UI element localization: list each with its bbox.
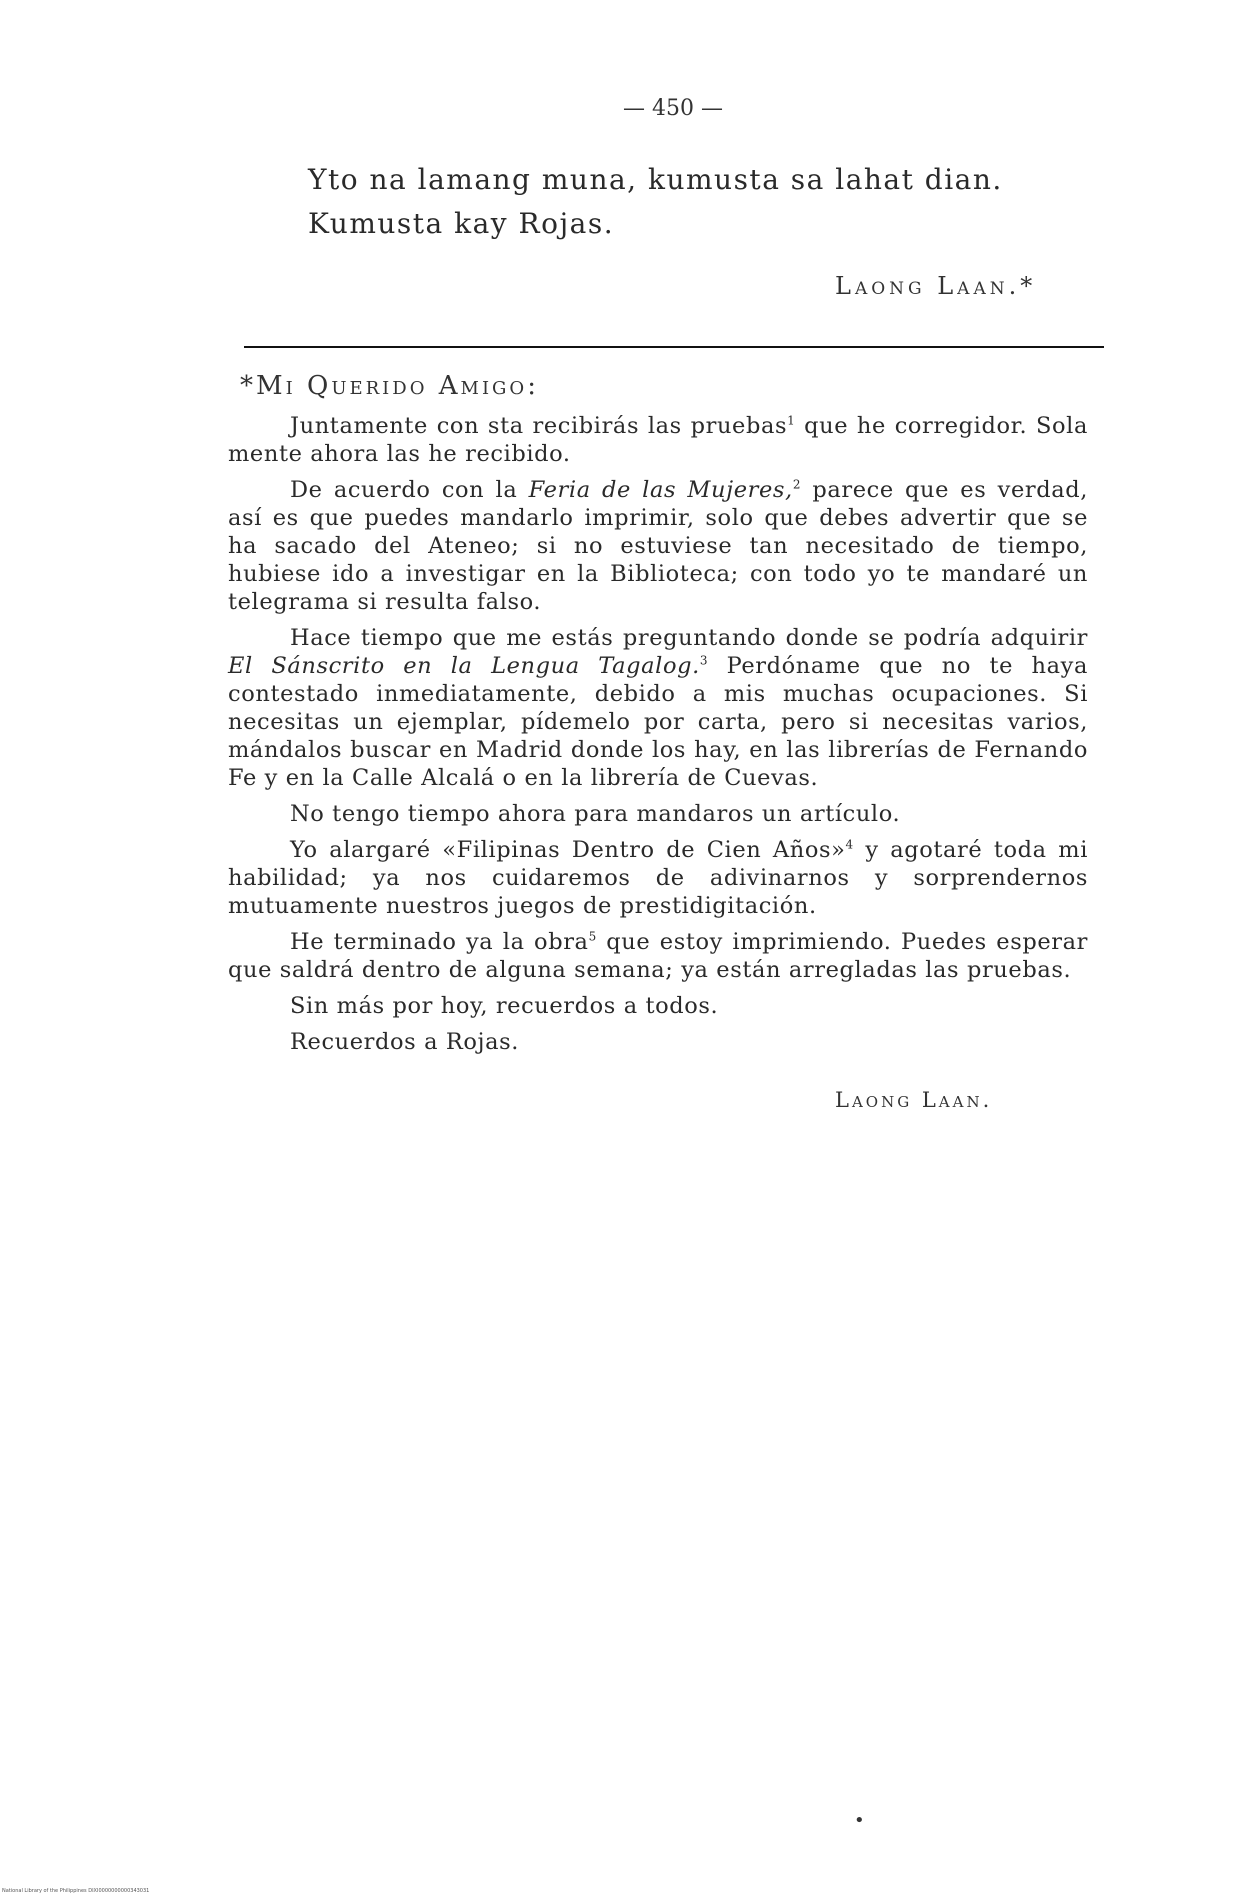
- salutation: *Mi Querido Amigo:: [240, 371, 539, 401]
- paragraph-8: Recuerdos a Rojas.: [290, 1029, 520, 1055]
- footnote-ref: 4: [845, 837, 854, 852]
- paragraph-2: [228, 476, 1088, 616]
- paragraph-5: [228, 836, 1088, 920]
- tagalog-line: Yto na lamang muna, kumusta sa lahat dian.: [308, 163, 1003, 196]
- paragraph-6: [228, 928, 1088, 984]
- footnote-ref: 3: [699, 653, 709, 668]
- footer-mark: •: [854, 1810, 865, 1831]
- footnote-ref: 1: [787, 413, 796, 428]
- paragraph-text: y agotaré toda mi habilidad; ya nos cuidaremos de adivinarnos y sorprendernos mutuamente nuestros juegos de prestidigitación.: [228, 837, 1088, 919]
- paragraph-1: [228, 412, 1088, 468]
- italic-title: El Sánscrito en la Lengua Tagalog.: [228, 653, 700, 679]
- microfilm-label: National Library of the Philippines DIXI0000000000343031: [2, 1888, 150, 1894]
- paragraph-text: Juntamente con sta recibirás las pruebas: [290, 413, 788, 439]
- spanish-letter: [228, 372, 1088, 1064]
- paragraph-text: He terminado ya la obra: [290, 929, 589, 955]
- paragraph-text: que estoy imprimiendo. Puedes esperar que saldrá dentro de alguna semana; ya están arregladas las pruebas.: [228, 929, 1088, 983]
- page-number: — 450 —: [623, 96, 723, 121]
- footnote-ref: 5: [588, 929, 597, 944]
- paragraph-text: Yo alargaré «Filipinas Dentro de Cien Años»: [290, 837, 846, 863]
- paragraph-4: No tengo tiempo ahora para mandaros un artículo.: [290, 801, 901, 827]
- paragraph-7: Sin más por hoy, recuerdos a todos.: [290, 993, 719, 1019]
- paragraph-3: [228, 624, 1088, 792]
- paragraph-text: parece que es verdad, así es que puedes mandarlo imprimir, solo que debes advertir que se ha sacado del Ateneo; si no estuviese tan necesitado de tiempo, hubiese ido a investigar en la Biblioteca; con todo yo te mandaré un telegrama si resulta falso.: [228, 477, 1088, 615]
- paragraph-text: Perdóname que no te haya contestado inmediatamente, debido a mis muchas ocupaciones. Si necesitas un ejemplar, pídemelo por carta, pero si necesitas varios, mándalos buscar en Madrid donde los hay, en las librerías de Fernando Fe y en la Calle Alcalá o en la librería de Cuevas.: [228, 653, 1088, 791]
- signature-bottom: Laong Laan.: [835, 1088, 993, 1112]
- tagalog-line: Kumusta kay Rojas.: [308, 207, 615, 240]
- footnote-ref: 2: [792, 477, 802, 492]
- paragraph-text: Hace tiempo que me estás preguntando donde se podría adquirir: [290, 625, 1088, 651]
- paragraph-text: De acuerdo con la: [290, 477, 529, 503]
- paragraph-text: que he corregidor. Sola mente ahora las he recibido.: [228, 413, 1088, 467]
- tagalog-closing: [308, 158, 1003, 246]
- italic-title: Feria de las Mujeres,: [528, 477, 793, 503]
- signature-top: Laong Laan.*: [835, 272, 1037, 300]
- footnote-divider: [244, 346, 1104, 348]
